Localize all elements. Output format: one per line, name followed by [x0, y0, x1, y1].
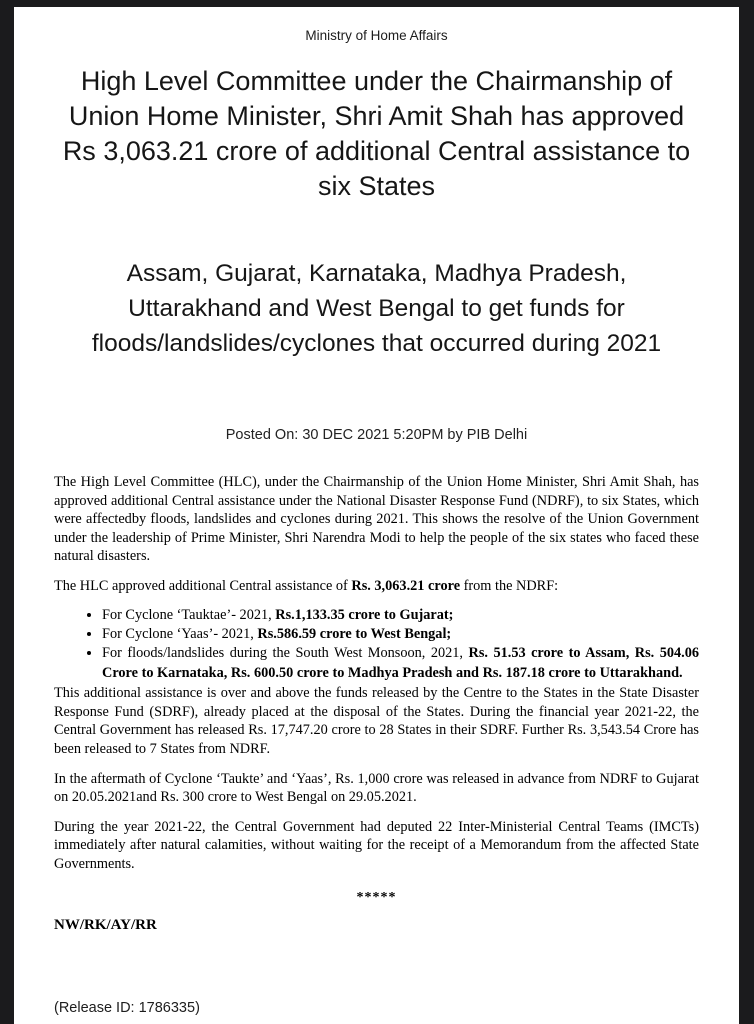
subtitle-line: Assam, Gujarat, Karnataka, Madhya Pradesh, — [126, 260, 627, 287]
subtitle-line: Uttarakhand and West Bengal to get funds for — [128, 295, 625, 322]
release-body — [54, 473, 699, 1017]
bullet-gujarat — [102, 606, 699, 625]
hlc-approval-post: from the NDRF: — [460, 577, 559, 594]
title-line: High Level Committee under the Chairmanship of — [80, 66, 673, 96]
separator-stars: ***** — [356, 889, 397, 905]
release-id: (Release ID: 1786335) — [54, 999, 200, 1016]
bullet-monsoon-text: For floods/landslides during the South West Monsoon, 2021, — [102, 645, 469, 662]
press-release-page — [14, 7, 739, 1024]
title-line: Union Home Minister, Shri Amit Shah has approved — [68, 101, 685, 131]
bullet-west-bengal — [102, 625, 699, 644]
signoff-initials: NW/RK/AY/RR — [54, 917, 157, 934]
bullet-west-bengal-text: For Cyclone ‘Yaas’- 2021, — [102, 625, 258, 642]
paragraph-intro: The High Level Committee (HLC), under the Chairmanship of the Union Home Minister, Shri Amit Shah, has approved additional Central assistance under the National Disaster Response Fund (NDRF), to six States, which were affectedby floods, landslides and cyclones during 2021. This shows the resolve of the Union Government under the leadership of Prime Minister, Shri Narendra Modi to help the people of the six states who faced these natural disasters. — [54, 474, 699, 565]
paragraph-hlc-approval — [54, 577, 699, 596]
paragraph-sdrf: This additional assistance is over and above the funds released by the Centre to the States in the State Disaster Response Fund (SDRF), already placed at the disposal of the States. During the financial year 2021-22, the Central Government has released Rs. 17,747.20 crore to 28 States in their SDRF. Further Rs. 3,543.54 Crore has been released to 7 States from NDRF. — [54, 685, 699, 757]
bullet-monsoon-amounts: Rs. 51.53 crore to Assam, Rs. 504.06 Crore to Karnataka, Rs. 600.50 crore to Madhya Pradesh and Rs. 187.18 crore to Uttarakhand. — [102, 645, 700, 681]
hlc-approval-pre: The HLC approved additional Central assistance of — [54, 577, 352, 594]
bullet-monsoon-states — [102, 644, 699, 683]
page-subtitle — [54, 256, 699, 361]
subtitle-line: floods/landslides/cyclones that occurred during 2021 — [91, 330, 662, 357]
bullet-gujarat-amount: Rs.1,133.35 crore to Gujarat; — [275, 606, 454, 623]
posted-on-line: Posted On: 30 DEC 2021 5:20PM by PIB Delhi — [225, 427, 528, 443]
page-title — [54, 64, 699, 204]
ministry-label: Ministry of Home Affairs — [305, 28, 448, 43]
hlc-approval-amount: Rs. 3,063.21 crore — [351, 577, 461, 594]
title-line: Rs 3,063.21 crore of additional Central assistance to — [62, 136, 691, 166]
paragraph-advance-release: In the aftermath of Cyclone ‘Taukte’ and ‘Yaas’, Rs. 1,000 crore was released in advance from NDRF to Gujarat on 20.05.2021and Rs. 300 crore to West Bengal on 29.05.2021. — [54, 770, 699, 806]
assistance-bullet-list — [54, 606, 699, 684]
bullet-west-bengal-amount: Rs.586.59 crore to West Bengal; — [257, 625, 452, 642]
bullet-gujarat-text: For Cyclone ‘Tauktae’- 2021, — [102, 606, 276, 623]
paragraph-imct: During the year 2021-22, the Central Government had deputed 22 Inter-Ministerial Central Teams (IMCTs) immediately after natural calamities, without waiting for the receipt of a Memorandum from the affected State Governments. — [54, 818, 699, 872]
title-line: six States — [317, 171, 436, 201]
